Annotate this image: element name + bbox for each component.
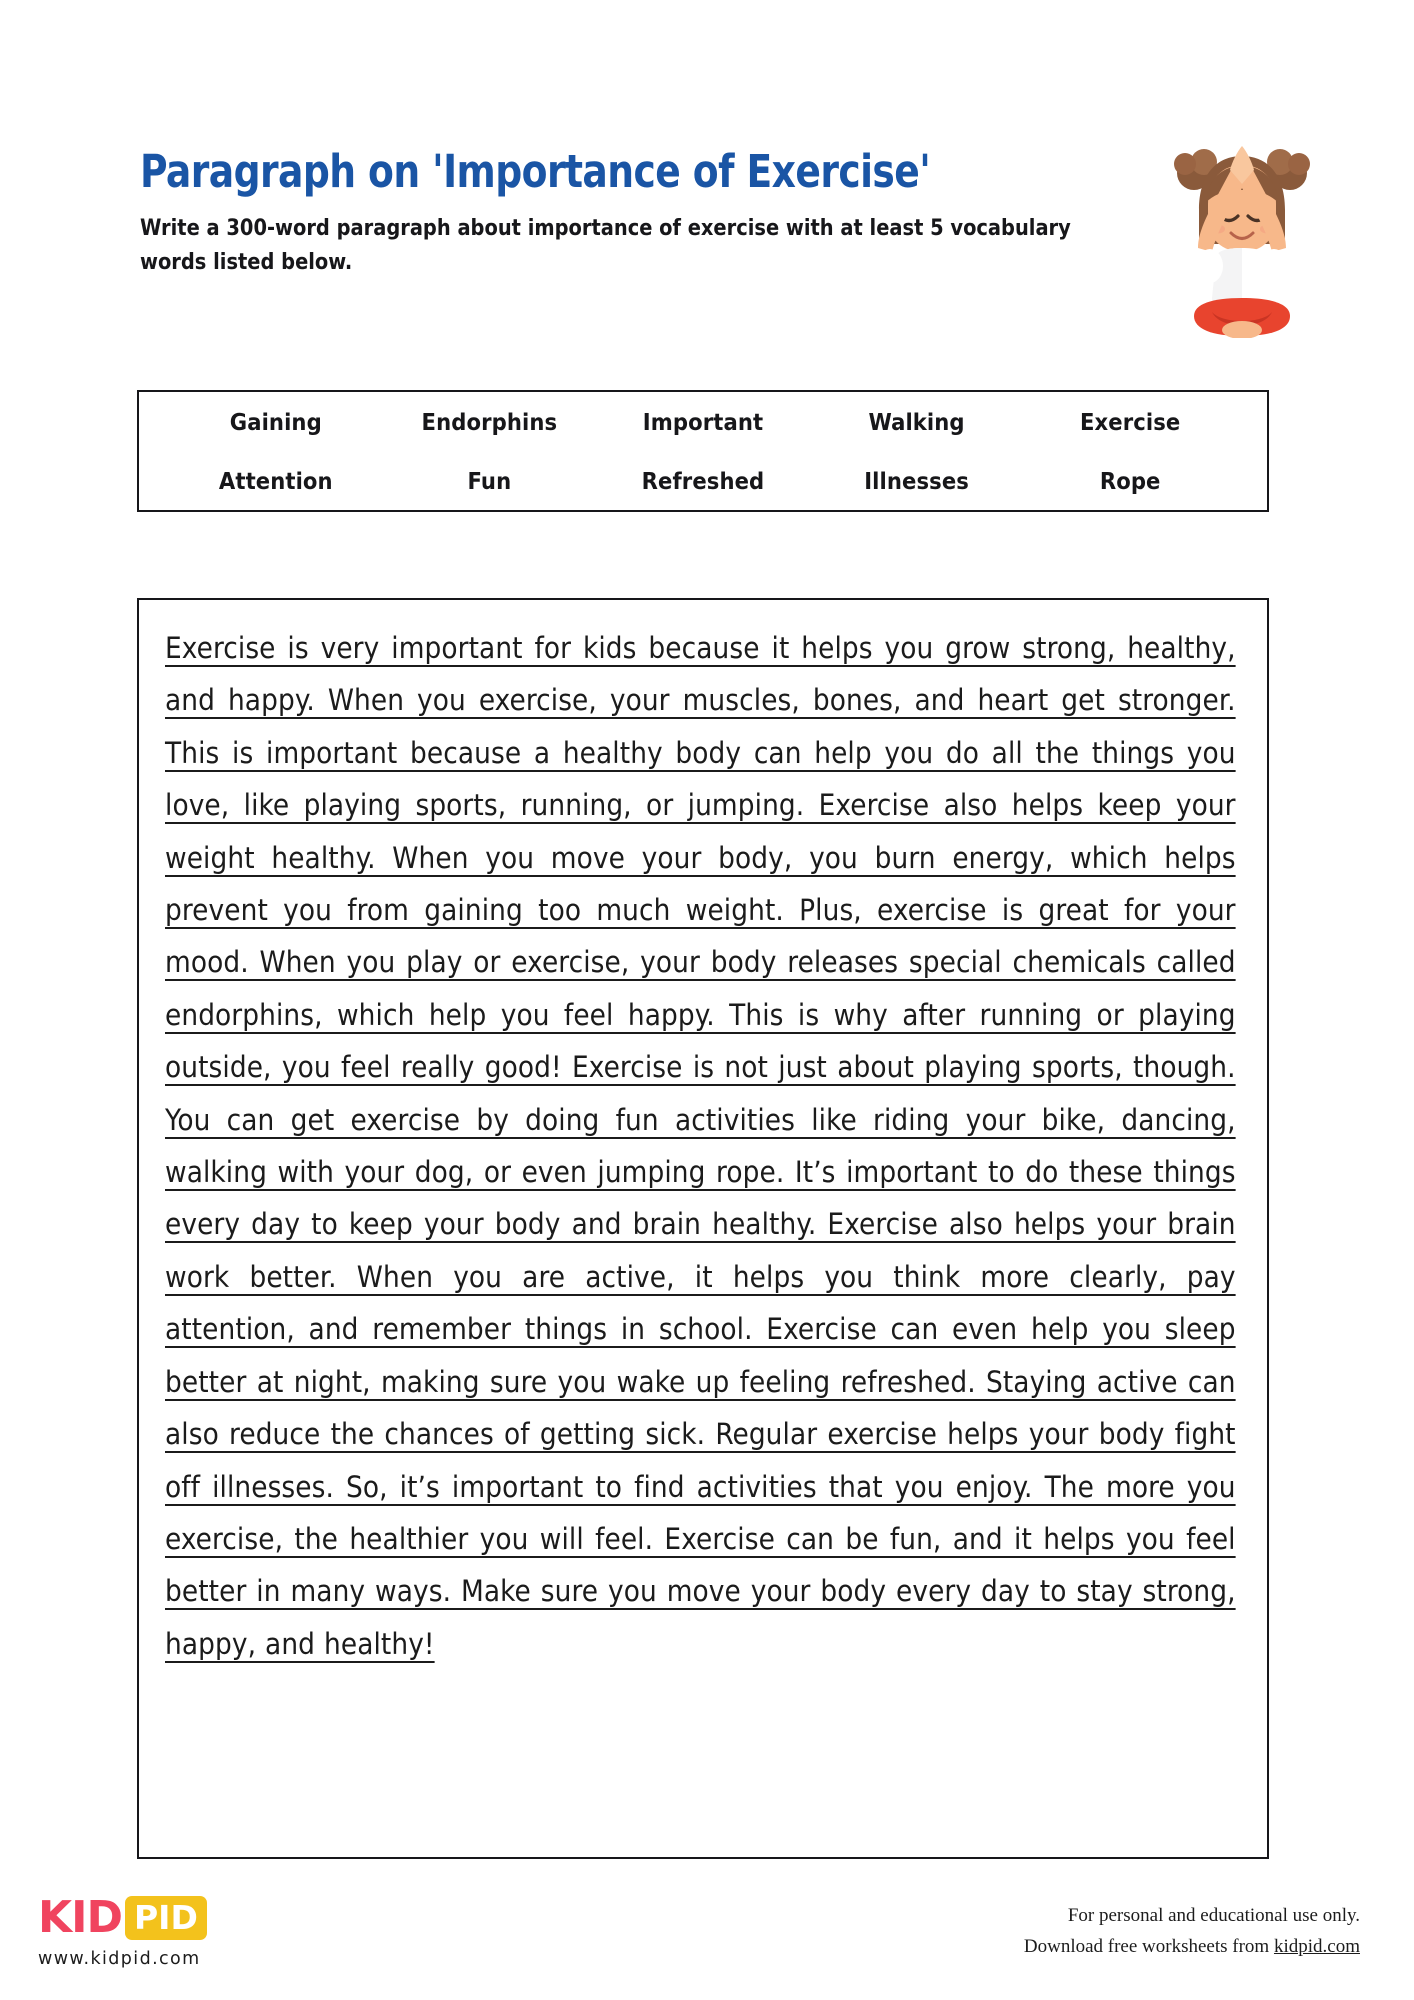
footer-note-line-2 <box>1024 1932 1360 1963</box>
logo-website-url: www.kidpid.com <box>38 1949 201 1969</box>
footer-usage-note <box>1024 1901 1360 1963</box>
vocabulary-word: Illnesses <box>864 466 969 495</box>
vocabulary-word: Important <box>642 407 764 436</box>
vocabulary-word-box <box>137 390 1269 512</box>
vocabulary-row <box>139 451 1267 510</box>
logo-mark <box>38 1892 268 1943</box>
vocabulary-word: Endorphins <box>421 407 558 436</box>
vocabulary-word: Refreshed <box>641 466 765 495</box>
kidpid-link[interactable]: kidpid.com <box>1273 1935 1360 1957</box>
footer-note-prefix: Download free worksheets from <box>1023 1935 1274 1957</box>
vocabulary-word: Rope <box>1099 466 1161 495</box>
kidpid-logo <box>38 1892 268 1969</box>
logo-kid-text: KID <box>38 1892 122 1943</box>
worksheet-instructions: Write a 300-word paragraph about importance of exercise with at least 5 vocabulary words listed below. <box>140 215 1071 276</box>
girl-meditating-yoga-icon <box>1168 140 1316 338</box>
worksheet-header <box>140 145 1180 280</box>
vocabulary-word: Gaining <box>229 407 322 436</box>
answer-writing-box[interactable] <box>137 598 1269 1859</box>
vocabulary-word: Exercise <box>1079 407 1181 436</box>
page-title: Paragraph on 'Importance of Exercise' <box>140 145 931 198</box>
logo-pid-text: PID <box>125 1896 207 1940</box>
vocabulary-row <box>139 392 1267 451</box>
vocabulary-word: Fun <box>467 466 512 495</box>
footer-note-line-1: For personal and educational use only. <box>1067 1905 1360 1926</box>
vocabulary-word: Attention <box>218 466 333 495</box>
vocabulary-word: Walking <box>868 407 965 436</box>
answer-paragraph-text[interactable]: Exercise is very important for kids because it helps you grow strong, healthy, and happy. When you exercise, your muscles, bones, and heart get stronger. This is important because a healthy body can help you do all the things you love, like playing sports, running, or jumping. Exercise also helps keep your weight healthy. When you move your body, you burn energy, which helps prevent you from gaining too much weight. Plus, exercise is great for your mood. When you play or exercise, your body releases special chemicals called endorphins, which help you feel happy. This is why after running or playing outside, you feel really good! Exercise is not just about playing sports, though. You can get exercise by doing fun activities like riding your bike, dancing, walking with your dog, or even jumping rope. It’s important to do these things every day to keep your body and brain healthy. Exercise also helps your brain work better. When you are active, it helps you think more clearly, pay attention, and remember things in school. Exercise can even help you sleep better at night, making sure you wake up feeling refreshed. Staying active can also reduce the chances of getting sick. Regular exercise helps your body fight off illnesses. So, it’s important to find activities that you enjoy. The more you exercise, the healthier you will feel. Exercise can be fun, and it helps you feel better in many ways. Make sure you move your body every day to stay strong, happy, and healthy! <box>165 631 1236 1661</box>
